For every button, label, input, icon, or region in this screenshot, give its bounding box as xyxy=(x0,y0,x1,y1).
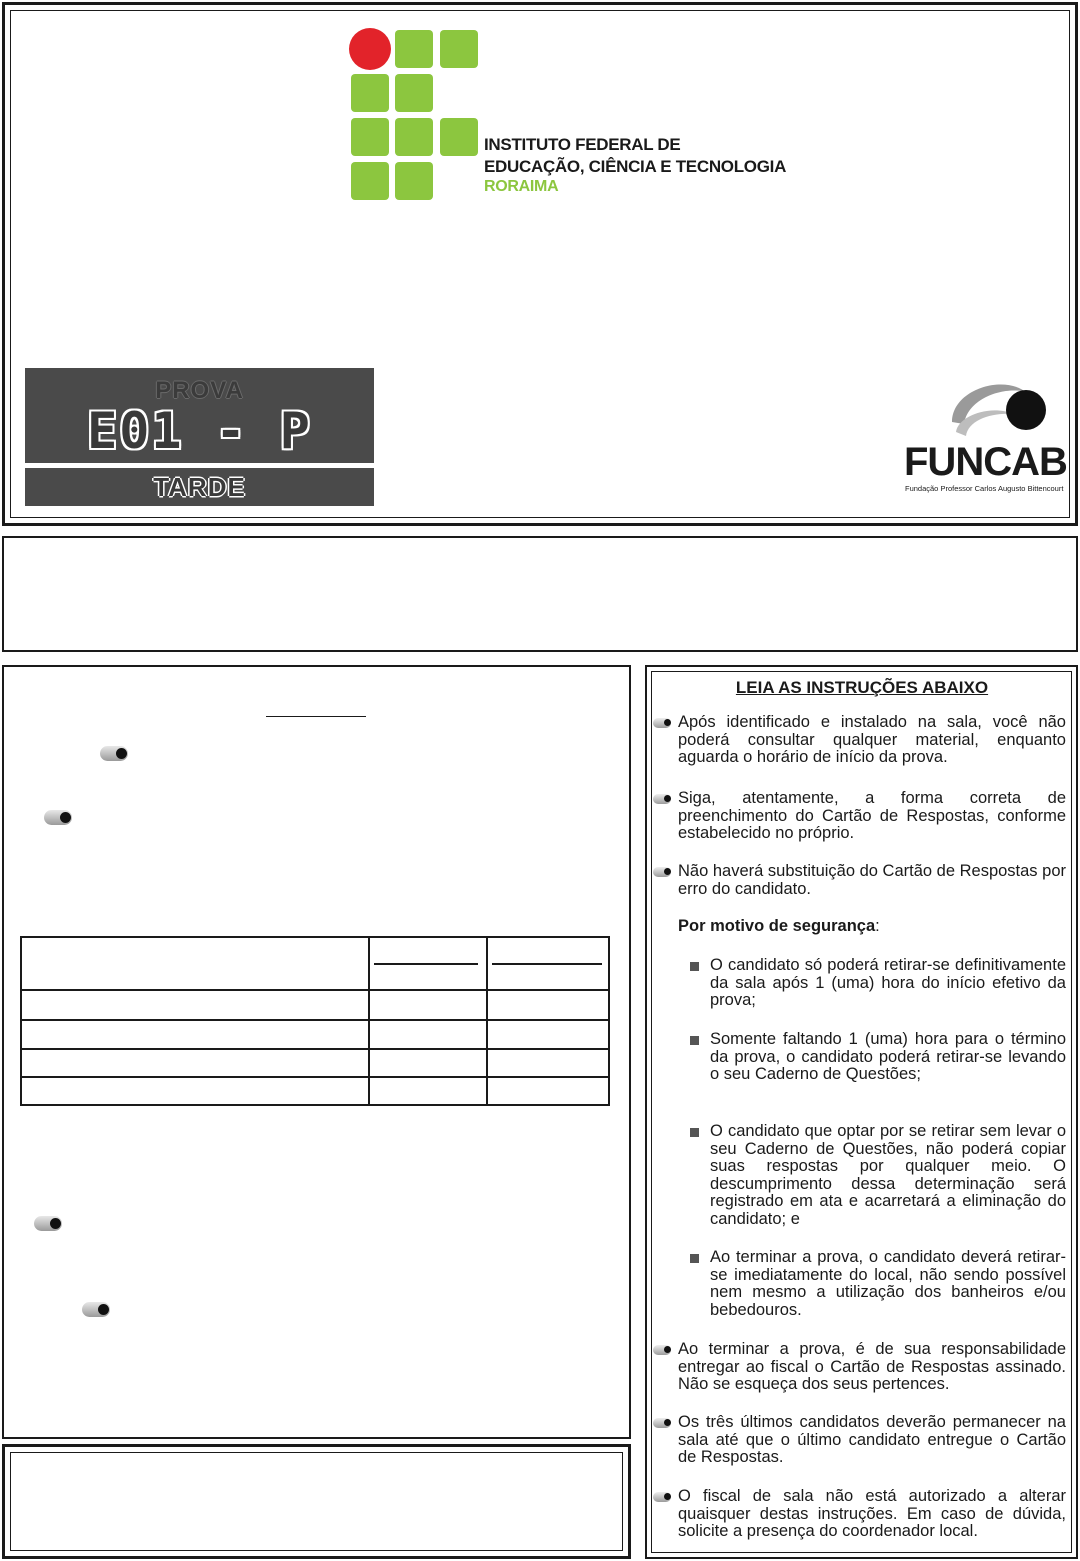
exam-shift-box xyxy=(25,468,374,506)
logo-square xyxy=(351,118,389,156)
logo-red-circle xyxy=(349,28,391,70)
security-item: Somente faltando 1 (uma) hora para o término da prova, o candidato poderá retirar-se levando o seu Caderno de Questões; xyxy=(710,1030,1066,1083)
logo-square xyxy=(440,118,478,156)
signature-box-inner xyxy=(10,1452,623,1551)
instruction-item: Os três últimos candidatos deverão permanecer na sala até que o último candidato entregue o Cartão de Respostas. xyxy=(678,1413,1066,1466)
square-bullet-icon xyxy=(690,1036,699,1045)
exam-label: PROVA xyxy=(155,377,244,404)
exam-code-box xyxy=(25,368,374,463)
instruction-item: Não haverá substituição do Cartão de Respostas por erro do candidato. xyxy=(678,862,1066,898)
institute-name-line3: RORAIMA xyxy=(484,178,559,195)
table-header-rule xyxy=(492,963,602,965)
bullet-toggle-icon xyxy=(653,1492,671,1502)
bullet-toggle-icon xyxy=(653,718,671,728)
instruction-item: O fiscal de sala não está autorizado a alterar quaisquer destas instruções. Em caso de dúvida, solicite a presença do coordenador local. xyxy=(678,1487,1066,1540)
instruction-item: Siga, atentamente, a forma correta de preenchimento do Cartão de Respostas, conforme estabelecido no próprio. xyxy=(678,789,1066,842)
title-underline xyxy=(266,716,366,717)
table-row-line xyxy=(22,1076,608,1078)
institute-name-line1: INSTITUTO FEDERAL DE xyxy=(484,135,681,154)
logo-square xyxy=(395,162,433,200)
bullet-toggle-icon xyxy=(82,1302,110,1317)
security-heading-colon: : xyxy=(875,917,880,935)
square-bullet-icon xyxy=(690,962,699,971)
organizer-name: FUNCAB xyxy=(904,440,1067,484)
instruction-item: Ao terminar a prova, é de sua responsabilidade entregar ao fiscal o Cartão de Respostas assinado. Não se esqueça dos seus pertences. xyxy=(678,1340,1066,1393)
instructions-title: LEIA AS INSTRUÇÕES ABAIXO xyxy=(735,678,989,697)
table-column-line xyxy=(368,938,370,1104)
logo-square xyxy=(395,74,433,112)
bullet-toggle-icon xyxy=(653,1345,671,1355)
square-bullet-icon xyxy=(690,1254,699,1263)
instruction-item: Após identificado e instalado na sala, você não poderá consultar qualquer material, enquanto aguarda o horário de início da prova. xyxy=(678,713,1066,766)
institute-logo xyxy=(349,28,479,203)
institute-name-line2: EDUCAÇÃO, CIÊNCIA E TECNOLOGIA xyxy=(484,157,787,176)
logo-square xyxy=(440,30,478,68)
security-item: O candidato só poderá retirar-se definitivamente da sala após 1 (uma) hora do início efetivo da prova; xyxy=(710,956,1066,1009)
organizer-subtitle: Fundação Professor Carlos Augusto Bittencourt xyxy=(905,484,1064,493)
bullet-toggle-icon xyxy=(653,1418,671,1428)
table-column-line xyxy=(486,938,488,1104)
table-header-rule xyxy=(374,963,478,965)
table-header-row xyxy=(22,938,608,991)
security-item: O candidato que optar por se retirar sem levar o seu Caderno de Questões, não poderá copiar suas respostas por qualquer meio. O descumprimento dessa determinação será registrado em ata e acarretará a eliminação do candidato; e xyxy=(710,1122,1066,1228)
logo-square xyxy=(351,162,389,200)
table-row-line xyxy=(22,1019,608,1021)
bullet-toggle-icon xyxy=(44,810,72,825)
table-row-line xyxy=(22,1048,608,1050)
bullet-toggle-icon xyxy=(34,1216,62,1231)
logo-square xyxy=(395,118,433,156)
signature-box xyxy=(2,1444,631,1559)
bullet-toggle-icon xyxy=(653,867,671,877)
square-bullet-icon xyxy=(690,1128,699,1137)
security-heading xyxy=(678,918,1066,936)
candidate-info-banner xyxy=(2,536,1078,652)
security-heading-text: Por motivo de segurança xyxy=(678,917,876,935)
logo-square xyxy=(395,30,433,68)
security-item: Ao terminar a prova, o candidato deverá retirar-se imediatamente do local, não sendo possível nem mesmo a utilização dos banheiros e/ou bebedouros. xyxy=(710,1248,1066,1319)
exam-code: E01 - P xyxy=(87,402,312,460)
institute-name xyxy=(484,134,786,196)
exam-shift: TARDE xyxy=(153,472,246,502)
bullet-toggle-icon xyxy=(653,794,671,804)
bullet-toggle-icon xyxy=(100,746,128,761)
subjects-table xyxy=(20,936,610,1106)
logo-square xyxy=(351,74,389,112)
